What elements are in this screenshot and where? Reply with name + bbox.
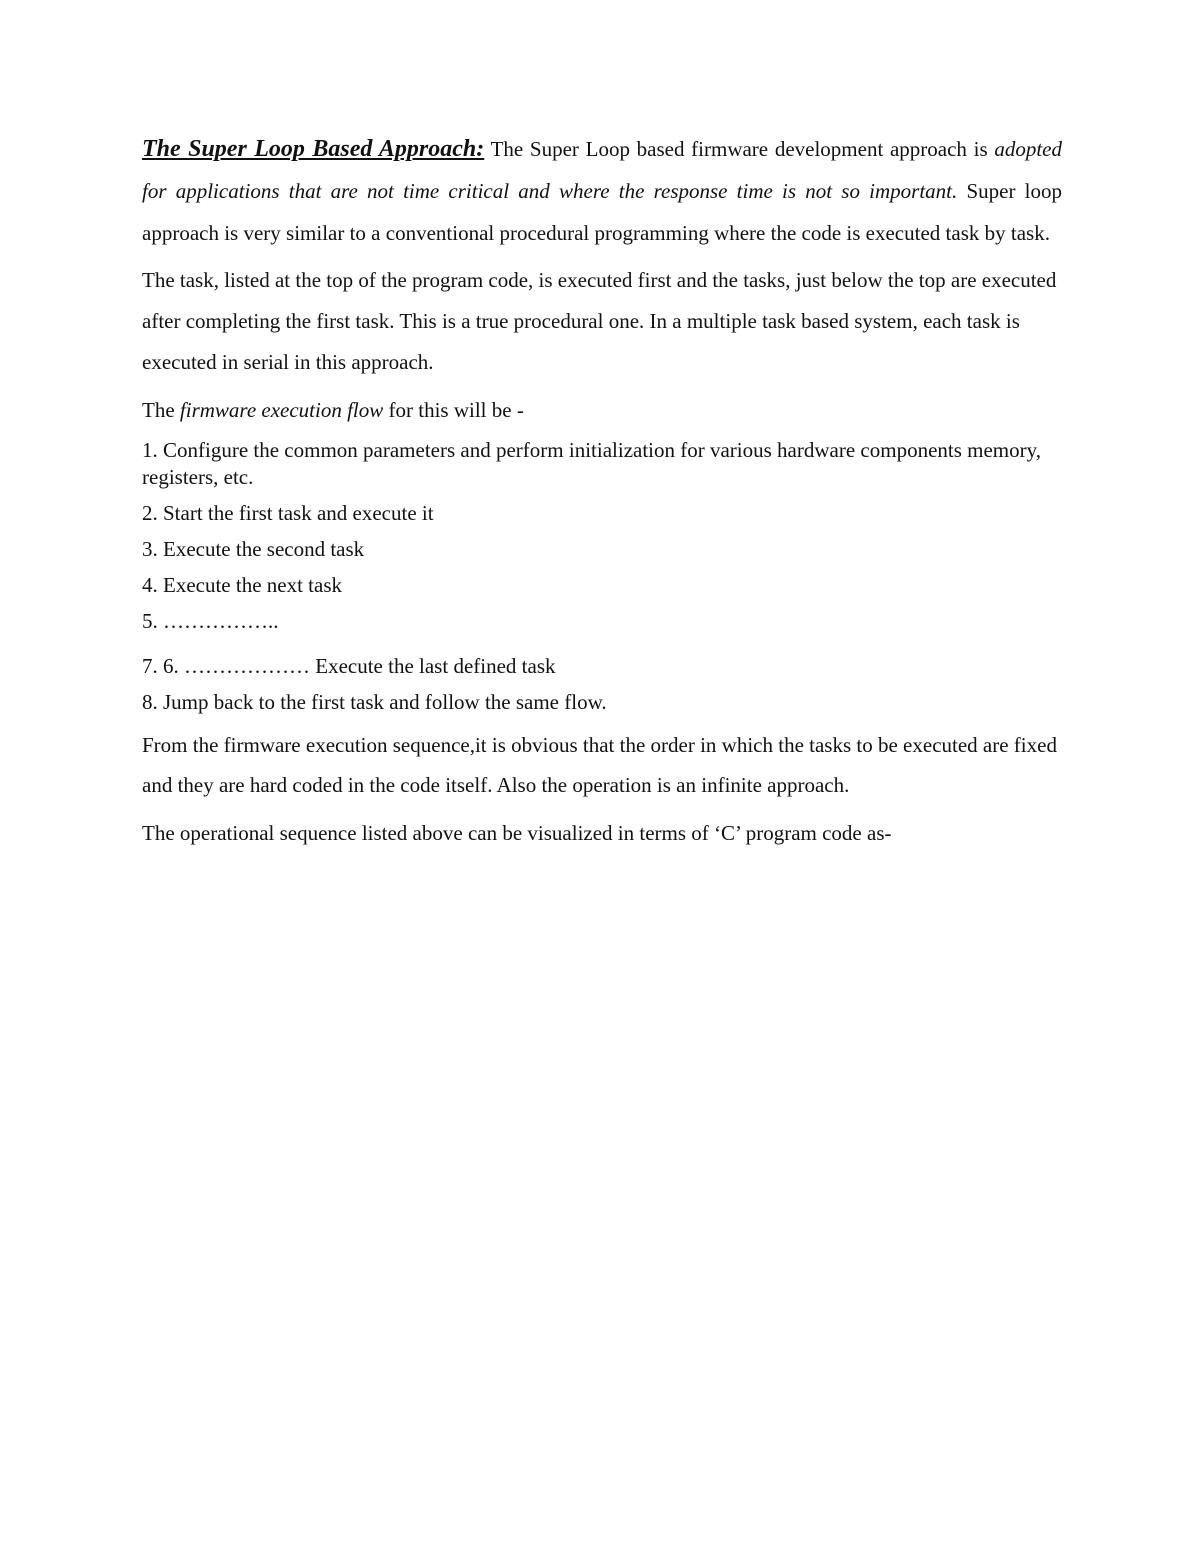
flow-intro-italic: firmware execution flow <box>179 398 384 422</box>
intro-text-italic: adopted for applications that are not time critical and where the response time is not so important. <box>142 137 1062 203</box>
task-order-paragraph: The task, listed at the top of the program code, is executed first and the tasks, just below the top are executed after completing the first task. This is a true procedural one. In a multiple task based system, each task is executed in serial in this approach. <box>142 268 1057 374</box>
intro-text-b: Super loop approach is very similar to a conventional procedural programming where the code is executed task by task. <box>142 179 1063 245</box>
section-heading: The Super Loop Based Approach: <box>142 136 485 162</box>
intro-paragraph <box>142 128 1062 254</box>
flow-step: 7. 6. ……………… Execute the last defined task <box>142 654 556 678</box>
flow-steps-list <box>142 437 1062 716</box>
flow-step: 3. Execute the second task <box>142 537 365 561</box>
flow-step: 8. Jump back to the first task and follow the same flow. <box>142 690 607 714</box>
intro-text-a: The Super Loop based firmware development approach is <box>484 137 995 161</box>
sequence-paragraph: From the firmware execution sequence,it is obvious that the order in which the tasks to be executed are fixed and they are hard coded in the code itself. Also the operation is an infinite approach. <box>142 733 1057 797</box>
flow-intro-b: for this will be - <box>383 398 524 422</box>
flow-step: 4. Execute the next task <box>142 573 343 597</box>
flow-step: 1. Configure the common parameters and perform initialization for various hardware components memory, registers, etc. <box>142 438 1042 489</box>
flow-intro-a: The <box>142 398 180 422</box>
flow-step: 5. …………….. <box>142 609 279 633</box>
document-page <box>142 128 1062 853</box>
flow-step: 2. Start the first task and execute it <box>142 501 434 525</box>
flow-intro-paragraph <box>142 389 1062 431</box>
c-code-intro-paragraph: The operational sequence listed above can be visualized in terms of ‘C’ program code as- <box>142 821 892 845</box>
